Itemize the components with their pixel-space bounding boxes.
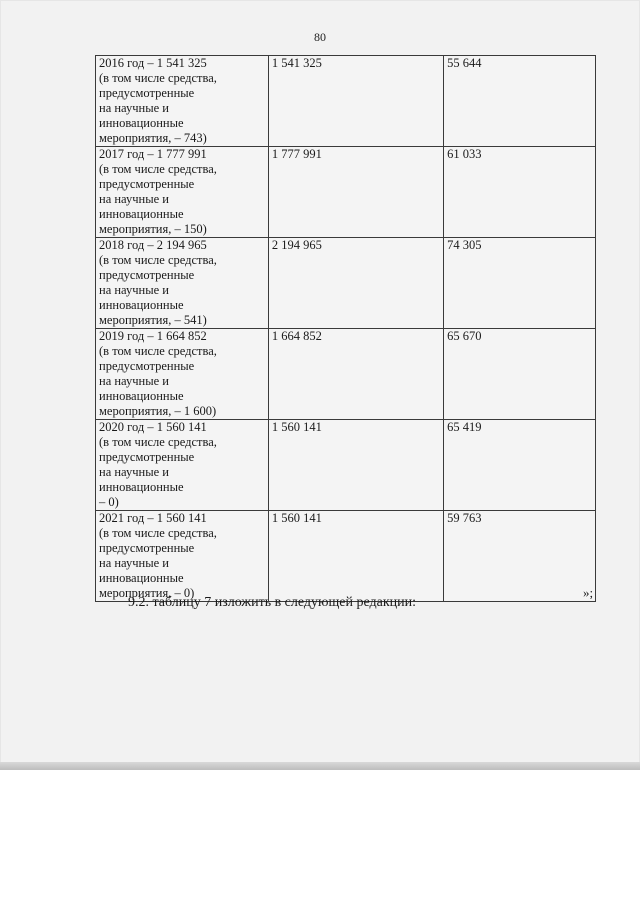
note-line: предусмотренные: [99, 268, 195, 282]
instruction-text: 9.2. таблицу 7 изложить в следующей редакции:: [128, 595, 417, 610]
year-cell: [96, 420, 269, 511]
note-line: инновационные: [99, 571, 184, 585]
value-cell: 1 777 991: [268, 147, 443, 238]
note-line: на научные и: [99, 556, 169, 570]
value-cell: 1 664 852: [268, 329, 443, 420]
note-line: мероприятия, – 743): [99, 131, 207, 145]
value2-cell: 65 419: [444, 420, 596, 511]
note-line: – 0): [99, 495, 119, 509]
closing-quote-mark: »;: [583, 585, 594, 600]
note-line: (в том числе средства,: [99, 253, 217, 267]
year-line: 2017 год – 1 777 991: [99, 147, 207, 161]
note-line: инновационные: [99, 116, 184, 130]
note-line: инновационные: [99, 298, 184, 312]
year-line: 2020 год – 1 560 141: [99, 420, 207, 434]
note-line: предусмотренные: [99, 86, 195, 100]
year-line: 2019 год – 1 664 852: [99, 329, 207, 343]
year-cell: [96, 147, 269, 238]
note-line: (в том числе средства,: [99, 526, 217, 540]
note-line: на научные и: [99, 192, 169, 206]
table-row: [96, 238, 596, 329]
note-line: (в том числе средства,: [99, 344, 217, 358]
note-line: инновационные: [99, 207, 184, 221]
note-line: предусмотренные: [99, 541, 195, 555]
note-line: инновационные: [99, 480, 184, 494]
note-line: (в том числе средства,: [99, 162, 217, 176]
value2-cell: 74 305: [444, 238, 596, 329]
value-cell: 1 541 325: [268, 56, 443, 147]
year-cell: [96, 238, 269, 329]
year-line: 2018 год – 2 194 965: [99, 238, 207, 252]
note-line: предусмотренные: [99, 359, 195, 373]
note-line: на научные и: [99, 283, 169, 297]
note-line: (в том числе средства,: [99, 435, 217, 449]
page-number: 80: [314, 30, 326, 44]
year-cell: [96, 511, 269, 602]
table-row: [96, 329, 596, 420]
year-cell: [96, 56, 269, 147]
scan-edge: [0, 762, 640, 770]
value2-cell: 61 033: [444, 147, 596, 238]
year-line: 2016 год – 1 541 325: [99, 56, 207, 70]
budget-table-body: [96, 56, 596, 602]
note-line: на научные и: [99, 374, 169, 388]
note-line: мероприятия, – 0): [99, 586, 195, 600]
table-row: [96, 147, 596, 238]
value-cell: 1 560 141: [268, 420, 443, 511]
table-row: [96, 56, 596, 147]
value-cell: 2 194 965: [268, 238, 443, 329]
year-cell: [96, 329, 269, 420]
note-line: на научные и: [99, 101, 169, 115]
note-line: предусмотренные: [99, 450, 195, 464]
note-line: (в том числе средства,: [99, 71, 217, 85]
note-line: на научные и: [99, 465, 169, 479]
budget-table: [95, 55, 596, 602]
table-row: [96, 420, 596, 511]
value2-cell: 55 644: [444, 56, 596, 147]
value2-cell: 65 670: [444, 329, 596, 420]
year-line: 2021 год – 1 560 141: [99, 511, 207, 525]
value2-cell: 59 763: [444, 511, 596, 602]
note-line: предусмотренные: [99, 177, 195, 191]
note-line: инновационные: [99, 389, 184, 403]
note-line: мероприятия, – 1 600): [99, 404, 217, 418]
value-cell: 1 560 141: [268, 511, 443, 602]
note-line: мероприятия, – 150): [99, 222, 207, 236]
table-row: [96, 511, 596, 602]
note-line: мероприятия, – 541): [99, 313, 207, 327]
